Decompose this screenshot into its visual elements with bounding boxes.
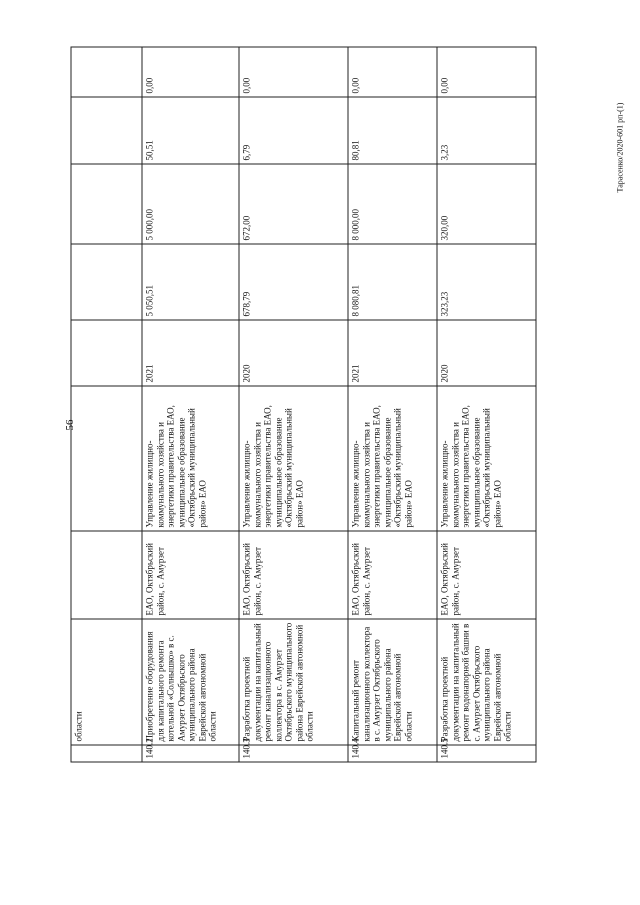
cell-executor: Управление жилищно-коммунального хозяйства и энергетики правительства ЕАО, муниципальное образование «Октябрьский муниципальный район» ЕАО xyxy=(348,386,437,531)
table-row xyxy=(437,47,536,762)
cell-place: ЕАО, Октябрьский район, с. Амурзет xyxy=(348,531,437,619)
table-rotated xyxy=(70,47,528,762)
cell-name: Разработка проектной документации на капитальный ремонт водонапорной башни в с. Амурзет Октябрьского муниципального района Еврейской автономной области xyxy=(437,619,536,745)
cell-v2: 6,79 xyxy=(239,97,348,164)
cell-year: 2020 xyxy=(239,320,348,386)
cell-executor: Управление жилищно-коммунального хозяйства и энергетики правительства ЕАО, муниципальное образование «Октябрьский муниципальный район» ЕАО xyxy=(437,386,536,531)
cell-place: ЕАО, Октябрьский район, с. Амурзет xyxy=(437,531,536,619)
cell-executor xyxy=(71,386,142,531)
cell-place xyxy=(71,531,142,619)
cell-total: 323,23 xyxy=(437,244,536,320)
cell-executor: Управление жилищно-коммунального хозяйства и энергетики правительства ЕАО, муниципальное образование «Октябрьский муниципальный район» ЕАО xyxy=(239,386,348,531)
cell-v1: 672,00 xyxy=(239,164,348,244)
cell-name: Разработка проектной документации на капитальный ремонт канализационного коллектора в с. Амурзет Октябрьского муниципального района Еврейской автономной области xyxy=(239,619,348,745)
cell-year: 2020 xyxy=(437,320,536,386)
cell-year xyxy=(71,320,142,386)
cell-name: области xyxy=(71,619,142,745)
table-container xyxy=(70,47,528,762)
page-number: 56 xyxy=(64,419,76,431)
cell-year: 2021 xyxy=(348,320,437,386)
table-row xyxy=(239,47,348,762)
cell-num: 140.4 xyxy=(348,745,437,762)
cell-v2: 3,23 xyxy=(437,97,536,164)
cell-total: 5 050,51 xyxy=(142,244,239,320)
cell-year: 2021 xyxy=(142,320,239,386)
cell-v1 xyxy=(71,164,142,244)
cell-num xyxy=(71,745,142,762)
table-row-continuation xyxy=(71,47,142,762)
document-code: Тарасенко/2020-601 рп-(1) xyxy=(615,102,625,193)
cell-v3: 0,00 xyxy=(142,47,239,97)
table-row xyxy=(142,47,239,762)
cell-v1: 320,00 xyxy=(437,164,536,244)
cell-num: 140.5 xyxy=(437,745,536,762)
cell-total: 8 080,81 xyxy=(348,244,437,320)
cell-v3: 0,00 xyxy=(348,47,437,97)
cell-executor: Управление жилищно-коммунального хозяйства и энергетики правительства ЕАО, муниципальное образование «Октябрьский муниципальный район» ЕАО xyxy=(142,386,239,531)
cell-v3: 0,00 xyxy=(239,47,348,97)
cell-total xyxy=(71,244,142,320)
cell-v1: 5 000,00 xyxy=(142,164,239,244)
cell-v3: 0,00 xyxy=(437,47,536,97)
cell-num: 140.2 xyxy=(142,745,239,762)
cell-v3 xyxy=(71,47,142,97)
cell-v2: 80,81 xyxy=(348,97,437,164)
cell-v2: 50,51 xyxy=(142,97,239,164)
cell-name: Приобретение оборудования для капитального ремонта котельной «Солнышко» в с. Амурзет Октябрьского муниципального района Еврейской автономной области xyxy=(142,619,239,745)
cell-name: Капитальный ремонт канализационного коллектора в с. Амурзет Октябрьского муниципального района Еврейской автономной области xyxy=(348,619,437,745)
cell-v1: 8 000,00 xyxy=(348,164,437,244)
cell-num: 140.3 xyxy=(239,745,348,762)
cell-place: ЕАО, Октябрьский район, с. Амурзет xyxy=(239,531,348,619)
cell-v2 xyxy=(71,97,142,164)
cell-place: ЕАО, Октябрьский район, с. Амурзет xyxy=(142,531,239,619)
cell-total: 678,79 xyxy=(239,244,348,320)
program-table xyxy=(70,46,536,762)
table-row xyxy=(348,47,437,762)
